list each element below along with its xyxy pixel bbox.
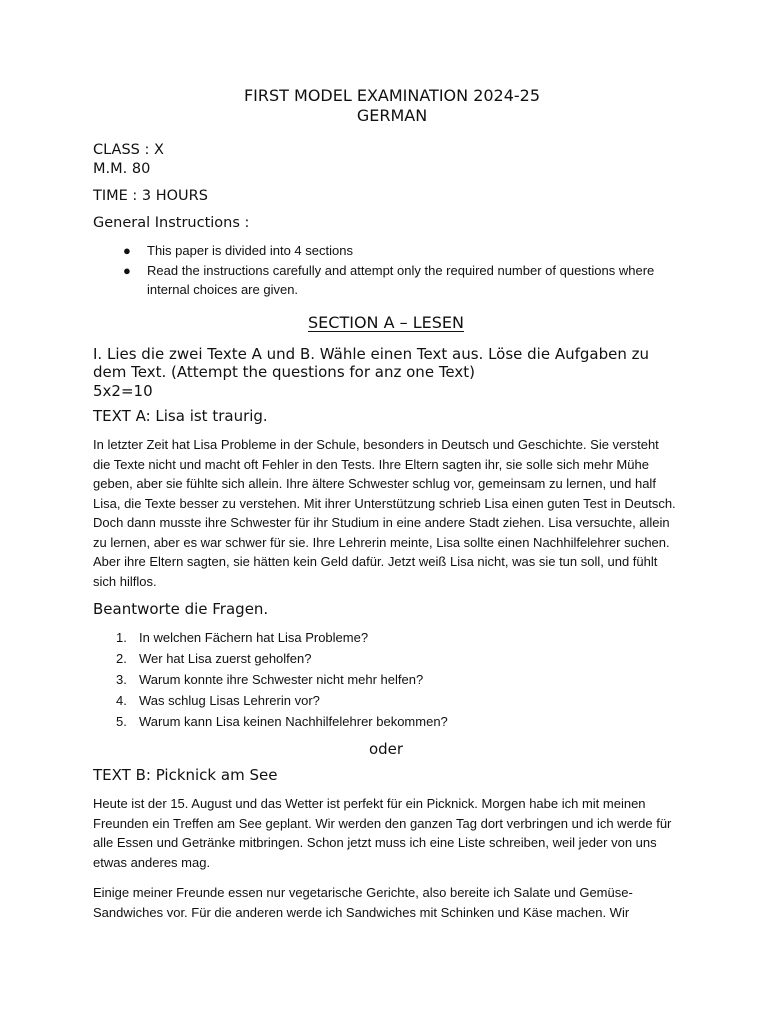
question-item — [93, 711, 679, 732]
text-a-questions — [93, 627, 679, 732]
question-number: 2. — [116, 651, 127, 666]
section-a-question — [93, 345, 679, 401]
instructions-list — [93, 241, 679, 300]
instructions-heading: General Instructions : — [93, 215, 250, 231]
text-a-questions-heading: Beantworte die Fragen. — [93, 600, 269, 618]
time-label: TIME : 3 HOURS — [93, 188, 208, 204]
question-number: 4. — [116, 693, 127, 708]
question-text: Warum kann Lisa keinen Nachhilfelehrer bekommen? — [139, 714, 448, 729]
section-a-instruction: I. Lies die zwei Texte A und B. Wähle einen Text aus. Löse die Aufgaben zu dem Text. (Attempt the questions for anz one Text) — [93, 344, 650, 381]
text-b-paragraph-2: Einige meiner Freunde essen nur vegetarische Gerichte, also bereite ich Salate und Gemüse-Sandwiches vor. Für die anderen werde ich Sandwiches mit Schinken und Käse machen. Wir — [93, 885, 633, 920]
question-item — [93, 627, 679, 648]
question-number: 1. — [116, 630, 127, 645]
bullet-icon: ● — [123, 262, 131, 278]
exam-page — [93, 86, 679, 922]
question-item — [93, 690, 679, 711]
text-a-paragraph: In letzter Zeit hat Lisa Probleme in der Schule, besonders in Deutsch und Geschichte. Sie versteht die Texte nicht und macht oft Fehler in den Tests. Ihre Eltern sagten ihr, sie solle sich mehr Mühe geben, aber sie fühlte sich allein. Ihre ältere Schwester schlug vor, gemeinsam zu lernen, und half Lisa, die Texte besser zu verstehen. Mit ihrer Unterstützung schrieb Lisa einen guten Test in Deutsch. Doch dann musste ihre Schwester für ihr Studium in eine andere Stadt ziehen. Lisa versuchte, allein zu lernen, aber es war schwer für sie. Ihre Lehrerin meinte, Lisa sollte einen Nachhilfelehrer suchen. Aber ihre Eltern sagten, sie hätten kein Geld dafür. Jetzt weiß Lisa nicht, was sie tun soll, und fühlt sich hilflos. — [93, 437, 676, 589]
question-item — [93, 648, 679, 669]
bullet-icon: ● — [123, 243, 131, 258]
class-label: CLASS : X — [93, 142, 164, 158]
text-b-title: TEXT B: Picknick am See — [93, 766, 278, 784]
question-text: Wer hat Lisa zuerst geholfen? — [139, 651, 312, 666]
max-marks-label: M.M. 80 — [93, 161, 151, 177]
section-a-marks: 5x2=10 — [93, 381, 153, 400]
question-number: 5. — [116, 714, 127, 729]
question-text: Warum konnte ihre Schwester nicht mehr helfen? — [139, 672, 424, 687]
or-separator: oder — [368, 740, 404, 758]
instruction-item — [93, 241, 679, 261]
text-a-title: TEXT A: Lisa ist traurig. — [93, 407, 268, 425]
instruction-text: This paper is divided into 4 sections — [147, 243, 353, 258]
question-number: 3. — [116, 672, 127, 687]
exam-subject: GERMAN — [356, 106, 428, 125]
question-text: Was schlug Lisas Lehrerin vor? — [139, 693, 320, 708]
instruction-text: Read the instructions carefully and attempt only the required number of questions where internal choices are given. — [147, 262, 655, 297]
instruction-item — [93, 261, 679, 300]
text-b-paragraph-1: Heute ist der 15. August und das Wetter ist perfekt für ein Picknick. Morgen habe ich mit meinen Freunden ein Treffen am See geplant. Wir werden den ganzen Tag dort verbringen und ich werde für alle Essen und Getränke mitbringen. Schon jetzt muss ich eine Liste schreiben, weil jeder von uns etwas anderes mag. — [93, 796, 672, 870]
question-item — [93, 669, 679, 690]
exam-title: FIRST MODEL EXAMINATION 2024-25 — [243, 86, 541, 105]
question-text: In welchen Fächern hat Lisa Probleme? — [139, 630, 369, 645]
section-a-title: SECTION A – LESEN — [308, 312, 464, 332]
